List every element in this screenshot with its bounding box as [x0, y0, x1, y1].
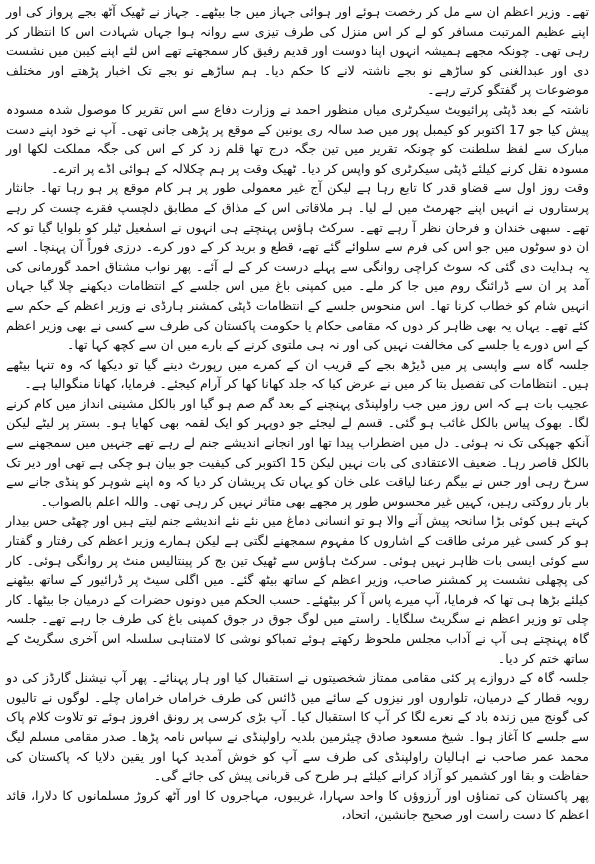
- paragraph: تھے۔ وزیر اعظم ان سے مل کر رخصت ہوئے اور ہوائی جہاز میں جا بیٹھے۔ جہاز نے ٹھیک آٹھ بجے پرواز کی اور اپنے عظیم المرتبت مسافر کو لے کر اس منزل کی طرف تیزی سے روانہ ہوا جہاں شہادت اس کا انتظار کر رہی تھی۔ چونکہ مجھے ہمیشہ انہوں اپنا دوست اور قدیم رفیق کار سمجھتے تھے اس لئے اپنے کیبن میں نشست دی اور عبدالغنی کو ساڑھے نو بجے ناشتہ لانے کا حکم دیا۔ ہم ساڑھے نو بجے تک اخبار پڑھتے اور مختلف موضوعات پر گفتگو کرتے رہے۔: [6, 4, 589, 98]
- paragraph: جلسہ گاہ سے واپسی پر میں ڈیڑھ بجے کے قریب ان کے کمرے میں رپورٹ دینے گیا تو دیکھا کہ وہ تنہا بیٹھے ہیں۔ انتظامات کی تفصیل بتا کر میں نے عرض کیا کہ جلد کھانا کھا کر آرام کیجئے۔ فرمایا، کھانا منگوالیا ہے۔: [6, 356, 589, 392]
- paragraph: عجیب بات ہے کہ اس روز میں جب راولپنڈی پہنچنے کے بعد گم صم ہو گیا اور بالکل مشینی انداز میں کام کرنے لگا۔ بھوک پیاس بالکل غائب ہو گئی۔ قسم لے لیجئے جو دوپہر کو ایک لقمہ بھی کھایا ہو۔ بستر پر لیٹے لیکن آنکھ جھپکی تک نہ ہوئی۔ دل میں اضطراب پیدا تھا اور انجانے اندیشے جنم لے رہے تھے جنہیں میں سمجھنے سے بالکل قاصر رہا۔ ضعیف الاعتقادی کی بات نہیں لیکن 15 اکتوبر کی کیفیت جو بیان ہو چکی ہے تھی اور دیر تک سرخ رہی اور جس نے بیگم رعنا لیاقت علی خان کو یہاں تک پریشان کر دیا کہ وہ اپنے شوہر کو پنڈی جانے سے بار بار روکتی رہیں، کہیں غیر محسوس طور پر مجھے بھی متاثر نہیں کر رہی تھی۔ واللہ اعلم بالصواب۔: [6, 395, 589, 509]
- paragraph: ناشتہ کے بعد ڈپٹی پرائیویٹ سیکرٹری میاں منظور احمد نے وزارت دفاع سے اس تقریر کا موصول شدہ مسودہ پیش کیا جو 17 اکتوبر کو کیمبل پور میں صد سالہ ری یونین کے موقع پر پڑھی جانی تھی۔ آپ نے خود اپنے دست مبارک سے لفظ سلطنت کو چونکہ تقریر میں تین جگہ درج تھا قلم زد کر کے اس کی جگہ مملکت لکھا اور مسودہ نقل کرنے کیلئے ڈپٹی سیکرٹری کو واپس کر دیا۔ ٹھیک وقت پر ہم چکلالہ کے ہوائی اڈے پر اترے۔: [6, 101, 589, 176]
- paragraph: کہتے ہیں کوئی بڑا سانحہ پیش آنے والا ہو تو انسانی دماغ میں نئے نئے اندیشے جنم لیتے ہیں اور چھٹی حس بیدار ہو کر کسی غیر مرئی طاقت کے اشاروں کا مفہوم سمجھنے لگتی ہے لیکن ہمارے وزیر اعظم کی رفتار و گفتار سے کوئی ایسی بات ظاہر نہیں ہوئی۔ سرکٹ ہاؤس سے ٹھیک تین بج کر پینتالیس منٹ پر روانگی ہوئی۔ کار کی پچھلی نشست پر کمشنر صاحب، وزیر اعظم کے ساتھ بیٹھ گئے۔ میں اگلی سیٹ پر ڈرائیور کے ساتھ بیٹھنے کیلئے بڑھا ہی تھا کہ فرمایا، آپ میرے پاس آ کر بیٹھئے۔ حسب الحکم میں دونوں حضرات کے درمیان جا بیٹھا۔ کار چلی تو وزیر اعظم نے سگریٹ سلگایا۔ راستے میں لوگ جوق در جوق کمپنی باغ کی طرف جا رہے تھے۔ جلسہ گاہ پہنچتے ہی آپ نے آداب مجلس ملحوظ رکھتے ہوئے تمباکو نوشی کا لامتناہی سلسلہ اس آخری سگریٹ کے ساتھ ختم کر دیا۔: [6, 513, 589, 666]
- paragraph: وقت روز اول سے قضاو قدر کا تابع رہا ہے لیکن آج غیر معمولی طور پر ہر کام موقع پر ہو رہا تھا۔ جانثار پرستاروں نے انہیں اپنے جھرمٹ میں لے لیا۔ ہر ملاقاتی اس کے مذاق کے مطابق دلچسپ فقرے چست کر رہے تھے۔ سبھی خندان و فرحان نظر آ رہے تھے۔ سرکٹ ہاؤس پہنچتے ہی انہوں نے اسمٰعیل ٹیلر کو بلوایا گیا تو کہ ان دو سوٹوں میں جو اس کی فرم سے سلوائے گئے تھے، قطع و برید کر کے دور کرے۔ درزی فوراً آن پہنچا۔ اسے یہ ہدایت دی گئی کہ سوٹ کراچی روانگی سے پہلے درست کر کے لے آئے۔ پھر نواب مشتاق احمد گورمانی کی آمد پر ان سے ڈرائنگ روم میں جا کر ملے۔ میں کمپنی باغ میں اس جلسے کے انتظامات دیکھنے چلا گیا جہاں انہیں شام کو خطاب کرنا تھا۔ اس منحوس جلسے کے انتظامات ڈپٹی کمشنر ہارڈی نے وزیر اعظم کے حکم سے کئے تھے۔ یہاں یہ بھی ظاہر کر دوں کہ مقامی حکام یا حکومت پاکستان کی طرف سے کسی نے بھی وزیر اعظم کے اس دورے یا جلسے کی مخالفت نہیں کی اور نہ ہی ملتوی کرنے کے بارے میں ان سے کچھ کہا تھا۔: [6, 180, 589, 353]
- paragraph: پھر پاکستان کی تمناؤں اور آرزوؤں کا واحد سہارا، غریبوں، مہاجروں کا اور آٹھ کروڑ مسلمانوں کا دلارا، قائد اعظم کا دست راست اور صحیح جانشین، اتحاد،: [6, 787, 589, 823]
- paragraph: جلسہ گاہ کے دروازے پر کئی مقامی ممتاز شخصیتوں نے استقبال کیا اور ہار پہنائے۔ پھر آپ نیشنل گارڈز کی دو رویہ قطار کے درمیان، تلواروں اور نیزوں کے سائے میں ڈائس کی طرف خراماں خراماں چلے۔ لوگوں نے تالیوں کی گونج میں زندہ باد کے نعرے لگا کر آپ کا استقبال کیا۔ آپ بڑی کرسی پر رونق افروز ہوئے تو تلاوت کلام پاک سے جلسے کا آغاز ہوا۔ شیخ مسعود صادق چیئرمین بلدیہ راولپنڈی نے سپاس نامہ پڑھا۔ صدر مقامی مسلم لیگ محمد عمر صاحب نے اہالیان راولپنڈی کی طرف سے آپ کو خوش آمدید کہا اور یقین دلایا کہ پاکستان کی حفاظت و بقا اور کشمیر کو آزاد کرانے کیلئے ہر طرح کی قربانی پیش کی جائے گی۔: [6, 670, 589, 784]
